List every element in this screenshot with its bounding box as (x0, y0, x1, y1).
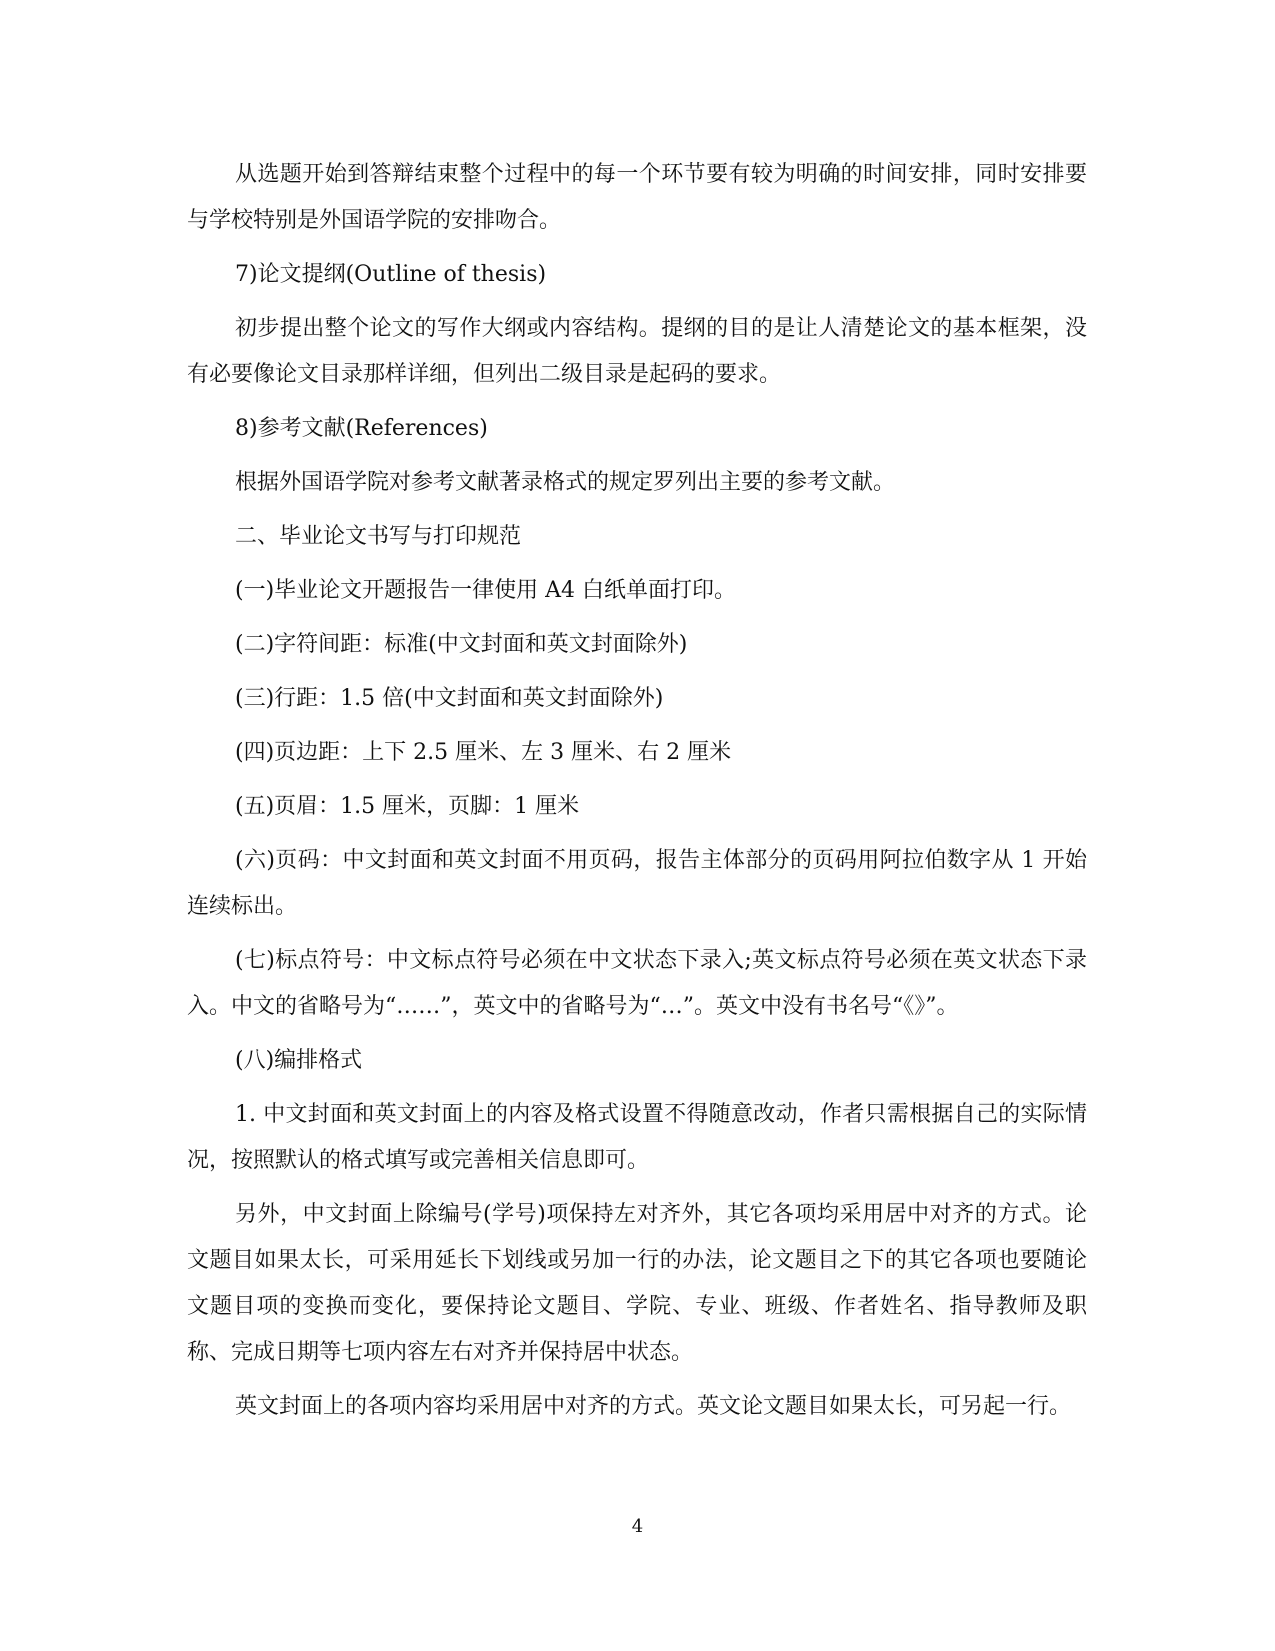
paragraph-outline: 初步提出整个论文的写作大纲或内容结构。提纲的目的是让人清楚论文的基本框架，没有必要像论文目录那样详细，但列出二级目录是起码的要求。 (187, 316, 1087, 387)
section-heading-printing-rules: 二、毕业论文书写与打印规范 (235, 524, 522, 549)
paragraph-cover-format: 1. 中文封面和英文封面上的内容及格式设置不得随意改动，作者只需根据自己的实际情况，按照默认的格式填写或完善相关信息即可。 (187, 1102, 1087, 1173)
rule-paper: (一)毕业论文开题报告一律使用 A4 白纸单面打印。 (235, 578, 737, 603)
paragraph-schedule: 从选题开始到答辩结束整个过程中的每一个环节要有较为明确的时间安排，同时安排要与学校特别是外国语学院的安排吻合。 (187, 162, 1087, 233)
rule-layout-format-heading: (八)编排格式 (235, 1048, 363, 1073)
document-body (187, 152, 1087, 1438)
rule-margins: (四)页边距：上下 2.5 厘米、左 3 厘米、右 2 厘米 (235, 740, 732, 765)
heading-outline-of-thesis: 7)论文提纲(Outline of thesis) (235, 262, 547, 287)
rule-header-footer: (五)页眉：1.5 厘米，页脚：1 厘米 (235, 794, 580, 819)
heading-references: 8)参考文献(References) (235, 416, 488, 441)
rule-line-spacing: (三)行距：1.5 倍(中文封面和英文封面除外) (235, 686, 664, 711)
rule-character-spacing: (二)字符间距：标准(中文封面和英文封面除外) (235, 632, 688, 657)
rule-punctuation: (七)标点符号：中文标点符号必须在中文状态下录入;英文标点符号必须在英文状态下录入。中文的省略号为“……”，英文中的省略号为“…”。英文中没有书名号“《》”。 (187, 948, 1087, 1019)
page-number: 4 (631, 1516, 644, 1537)
paragraph-chinese-cover-alignment: 另外，中文封面上除编号(学号)项保持左对齐外，其它各项均采用居中对齐的方式。论文题目如果太长，可采用延长下划线或另加一行的办法，论文题目之下的其它各项也要随论文题目项的变换而变化，要保持论文题目、学院、专业、班级、作者姓名、指导教师及职称、完成日期等七项内容左右对齐并保持居中状态。 (187, 1202, 1087, 1365)
paragraph-references: 根据外国语学院对参考文献著录格式的规定罗列出主要的参考文献。 (235, 470, 896, 495)
rule-page-numbers: (六)页码：中文封面和英文封面不用页码，报告主体部分的页码用阿拉伯数字从 1 开始连续标出。 (187, 848, 1087, 919)
paragraph-english-cover-alignment: 英文封面上的各项内容均采用居中对齐的方式。英文论文题目如果太长，可另起一行。 (235, 1394, 1072, 1419)
